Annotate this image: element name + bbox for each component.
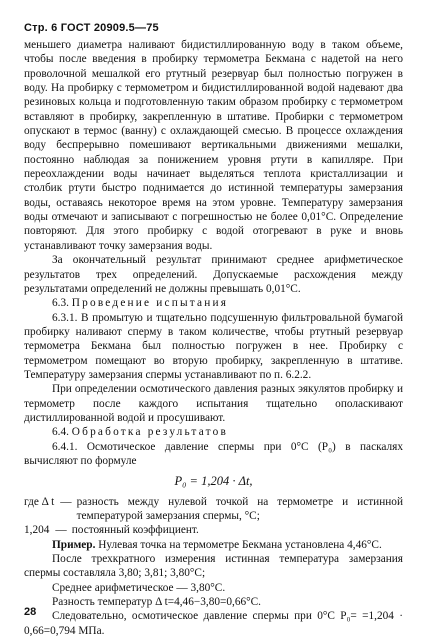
def-dash: — xyxy=(60,495,72,508)
page-header: Стр. 6 ГОСТ 20909.5—75 xyxy=(24,22,159,34)
section-6-4-heading xyxy=(24,425,403,439)
paragraph-final-result: За окончательный результат принимают среднее арифметическое результатов трех определений. Допускаемые расхождения между результатами определений не должны превышать 0,01°С. xyxy=(24,254,403,295)
example-result: Следовательно, осмотическое давление спермы при 0°С P₀= =1,204 · 0,66=0,794 МПа. xyxy=(24,610,403,637)
section-6-3-number: 6.3. xyxy=(52,297,69,310)
def-symbol-delta-t: Δ t xyxy=(41,495,55,508)
page-number: 28 xyxy=(24,606,37,618)
section-6-4-title: Обработка результатов xyxy=(71,426,228,439)
example-difference: Разность температур Δ t=4,46−3,80=0,66°С. xyxy=(52,596,262,609)
example-mean: Среднее арифметическое — 3,80°С. xyxy=(52,581,226,594)
section-6-4-number: 6.4. xyxy=(52,426,69,439)
section-6-3-title: Проведение испытания xyxy=(71,297,229,310)
section-6-3-heading xyxy=(24,296,403,310)
def-text-coefficient: постоянный коэффициент. xyxy=(71,524,199,537)
formula: P₀ = 1,204 · Δt, xyxy=(174,474,253,489)
example-text: Нулевая точка на термометре Бекмана установлена 4,46°С. xyxy=(98,538,382,551)
definition-delta-t xyxy=(24,495,403,524)
paragraph-6-4-1: 6.4.1. Осмотическое давление спермы при 0°С (P₀) в паскалях вычисляют по формуле xyxy=(24,440,403,467)
def-dash: — xyxy=(55,524,67,537)
example-label: Пример. xyxy=(52,538,96,551)
body-text xyxy=(24,38,403,638)
example-paragraph xyxy=(24,538,403,552)
paragraph-continuation: меньшего диаметра наливают бидистиллированную воду в таком объеме, чтобы после введения в пробирку термометра Бекмана с надетой на него проволочной мешалкой его ртутный резервуар был полностью погружен в воду. На пробирку с термометром и бидистиллированной водой надевают два резиновых кольца и подготовленную таким образом пробирку с термометром вставляют в пробирку, закрепленную в штативе. Пробирки с термометром опускают в термос (ванну) с охлаждающей смесью. В процессе охлаждения воду беспрерывно помешивают вертикальными движениями мешалки, постоянно наблюдая за понижением уровня ртути в капилляре. При переохлаждении воды начинает выделяться теплота кристаллизации и столбик ртути быстро поднимается до истинной температуры замерзания воды, оставаясь некоторое время на этом уровне. Температуру замерзания воды отмечают и записывают с погрешностью не более 0,01°С. Определение повторяют. Для этого пробирку с водой отогревают в руке и вновь устанавливают точку замерзания воды. xyxy=(24,39,403,252)
definition-coefficient xyxy=(24,523,403,537)
def-text-delta-t: разность между нулевой точкой на термометре и истинной температурой замерзания спермы, °С; xyxy=(76,495,403,522)
example-measurements: После трехкратного измерения истинная температура замерзания спермы составляла 3,80; 3,81; 3,80°С; xyxy=(24,553,403,580)
paragraph-osmotic-note: При определении осмотического давления разных эякулятов пробирку и термометр после каждого испытания тщательно ополаскивают дистиллированной водой и просушивают. xyxy=(24,383,403,424)
def-symbol-coefficient: 1,204 xyxy=(24,524,50,537)
where-prefix: где xyxy=(24,495,39,508)
paragraph-6-3-1: 6.3.1. В промытую и тщательно подсушенную фильтровальной бумагой пробирку наливают сперму в таком количестве, чтобы ртутный резервуар термометра Бекмана был полностью погружен в нее. Пробирку с термометром помещают во вторую пробирку, закрепленную в штативе. Температуру замерзания спермы устанавливают по п. 6.2.2. xyxy=(24,311,403,381)
